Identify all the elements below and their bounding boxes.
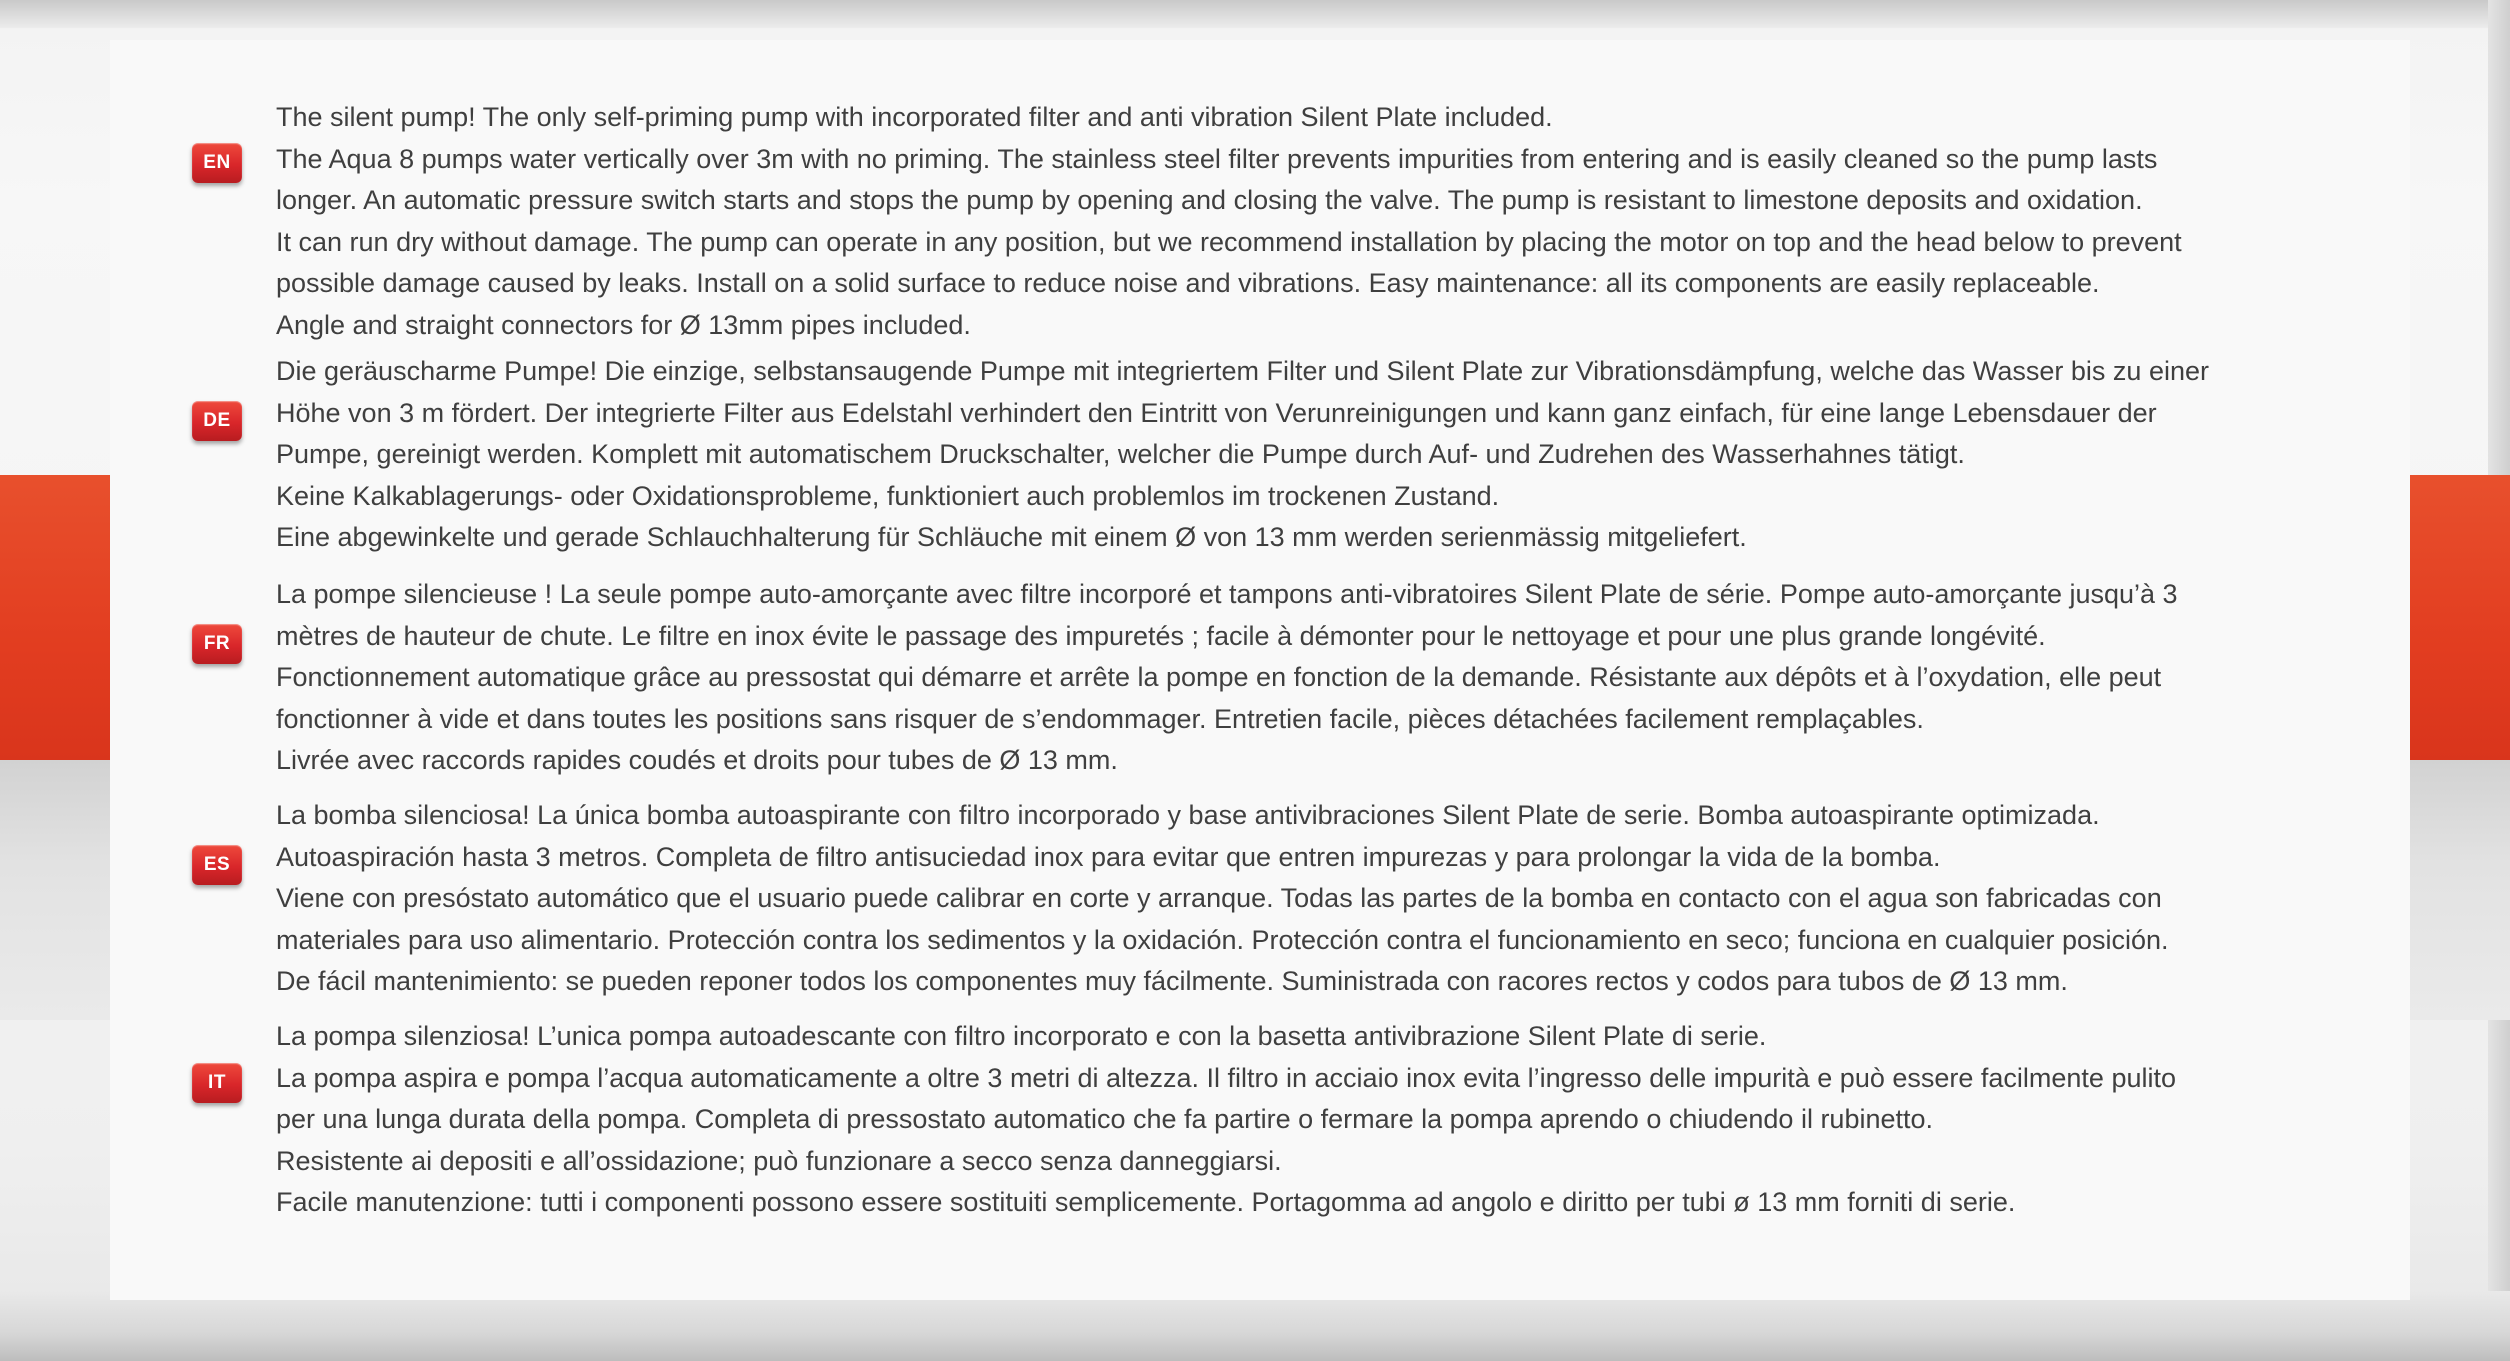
text-line: Angle and straight connectors for Ø 13mm pipes included. (276, 309, 971, 340)
description-panel (110, 40, 2410, 1300)
text-line: Pumpe, gereinigt werden. Komplett mit automatischem Druckschalter, welcher die Pumpe durch Auf- und Zudrehen des Wasserhahnes tätigt. (276, 439, 1965, 469)
text-line: The silent pump! The only self-priming pump with incorporated filter and anti vibration Silent Plate included. (276, 102, 1553, 132)
text-line: De fácil mantenimiento: se pueden reponer todos los componentes muy fácilmente. Suministrada con racores rectos y codos para tubos de Ø 13 mm. (276, 966, 2068, 996)
text-line: materiales para uso alimentario. Protección contra los sedimentos y la oxidación. Protección contra el funcionamiento en seco; funciona en cualquier posición. (276, 924, 2169, 955)
language-badge-fr: FR (192, 624, 242, 664)
language-badge-de: DE (192, 401, 242, 441)
grey-band-left (0, 760, 110, 1020)
grey-band-right (2410, 760, 2510, 1020)
text-line: fonctionner à vide et dans toutes les positions sans risquer de s’endommager. Entretien facile, pièces détachées facilement remplaçables. (276, 703, 1924, 734)
text-line: It can run dry without damage. The pump can operate in any position, but we recommend installation by placing the motor on top and the head below to prevent (276, 226, 2182, 257)
text-line: Facile manutenzione: tutti i componenti possono essere sostituiti semplicemente. Portagomma ad angolo e diritto per tubi ø 13 mm forniti di serie. (276, 1187, 2016, 1217)
language-badge-en: EN (192, 143, 242, 183)
text-line: longer. An automatic pressure switch starts and stops the pump by opening and closing the valve. The pump is resistant to limestone deposits and oxidation. (276, 185, 2143, 215)
section-en-text (276, 97, 2406, 346)
text-line: Livrée avec raccords rapides coudés et droits pour tubes de Ø 13 mm. (276, 745, 1118, 775)
text-line: Viene con presóstato automático que el usuario puede calibrar en corte y arranque. Todas las partes de la bomba en contacto con el agua son fabricadas con (276, 883, 2162, 913)
text-line: La pompa silenziosa! L’unica pompa autoadescante con filtro incorporato e con la basetta antivibrazione Silent Plate di serie. (276, 1021, 1767, 1051)
red-stripe-right (2410, 475, 2510, 760)
text-line: possible damage caused by leaks. Install on a solid surface to reduce noise and vibrations. Easy maintenance: all its components are easily replaceable. (276, 268, 2100, 298)
box-bottom-edge (0, 1291, 2510, 1361)
text-line: mètres de hauteur de chute. Le filtre en inox évite le passage des impuretés ; facile à démonter pour le nettoyage et pour une plus grande longévité. (276, 620, 2046, 651)
section-es-text (276, 795, 2406, 1003)
section-de-text (276, 351, 2406, 559)
section-fr-text (276, 574, 2406, 782)
section-it-text (276, 1016, 2406, 1224)
box-top-edge (0, 0, 2510, 28)
language-badge-es: ES (192, 845, 242, 885)
language-badge-it: IT (192, 1063, 242, 1103)
red-stripe-left (0, 475, 110, 760)
text-line: La pompe silencieuse ! La seule pompe auto-amorçante avec filtre incorporé et tampons anti-vibratoires Silent Plate de série. Pompe auto-amorçante jusqu’à 3 (276, 579, 2178, 609)
text-line: La pompa aspira e pompa l’acqua automaticamente a oltre 3 metri di altezza. Il filtro in acciaio inox evita l’ingresso delle impurità e può essere facilmente pulito (276, 1062, 2176, 1093)
text-line: Autoaspiración hasta 3 metros. Completa de filtro antisuciedad inox para evitar que entren impurezas y para prolongar la vida de la bomba. (276, 841, 1941, 872)
text-line: Keine Kalkablagerungs- oder Oxidationsprobleme, funktioniert auch problemlos im trockenen Zustand. (276, 480, 1500, 511)
text-line: Fonctionnement automatique grâce au pressostat qui démarre et arrête la pompe en fonction de la demande. Résistante aux dépôts et à l’oxydation, elle peut (276, 662, 2162, 692)
text-line: Höhe von 3 m fördert. Der integrierte Filter aus Edelstahl verhindert den Eintritt von Verunreinigungen und kann ganz einfach, für eine lange Lebensdauer der (276, 397, 2157, 428)
text-line: Die geräuscharme Pumpe! Die einzige, selbstansaugende Pumpe mit integriertem Filter und Silent Plate zur Vibrationsdämpfung, welche das Wasser bis zu einer (276, 356, 2209, 386)
text-line: The Aqua 8 pumps water vertically over 3m with no priming. The stainless steel filter prevents impurities from entering and is easily cleaned so the pump lasts (276, 143, 2158, 174)
text-line: Resistente ai depositi e all’ossidazione; può funzionare a secco senza danneggiarsi. (276, 1145, 1282, 1176)
text-line: La bomba silenciosa! La única bomba autoaspirante con filtro incorporado y base antivibraciones Silent Plate de serie. Bomba autoaspirante optimizada. (276, 800, 2100, 830)
text-line: per una lunga durata della pompa. Completa di pressostato automatico che fa partire o fermare la pompa aprendo o chiudendo il rubinetto. (276, 1104, 1934, 1134)
text-line: Eine abgewinkelte und gerade Schlauchhalterung für Schläuche mit einem Ø von 13 mm werden serienmässig mitgeliefert. (276, 522, 1747, 552)
